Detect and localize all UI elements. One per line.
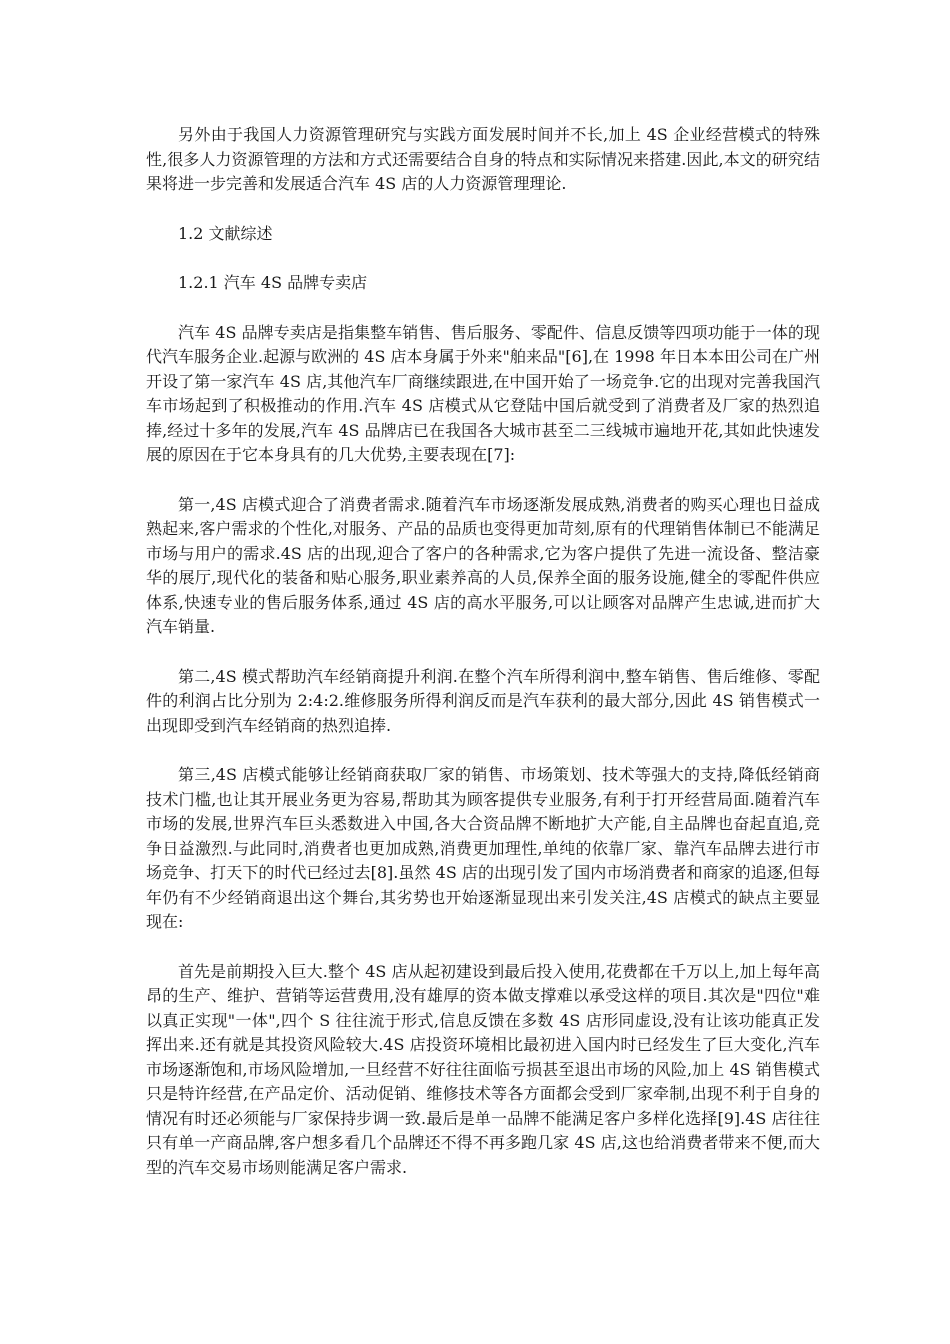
body-paragraph: 第三,4S 店模式能够让经销商获取厂家的销售、市场策划、技术等强大的支持,降低经销商技术门槛,也让其开展业务更为容易,帮助其为顾客提供专业服务,有利于打开经营局面.随着汽车市场的发展,世界汽车巨头悉数进入中国,各大合资品牌不断地扩大产能,自主品牌也奋起直追,竞争日益激烈.与此同时,消费者也更加成熟,消费更加理性,单纯的依靠厂家、靠汽车品牌去进行市场竞争、打天下的时代已经过去[8].虽然 4S 店的出现引发了国内市场消费者和商家的追逐,但每年仍有不少经销商退出这个舞台,其劣势也开始逐渐显现出来引发关注,4S 店模式的缺点主要显现在:: [146, 765, 820, 931]
body-paragraph: 第一,4S 店模式迎合了消费者需求.随着汽车市场逐渐发展成熟,消费者的购买心理也日益成熟起来,客户需求的个性化,对服务、产品的品质也变得更加苛刻,原有的代理销售体制已不能满足市场与用户的需求.4S 店的出现,迎合了客户的各种需求,它为客户提供了先进一流设备、整洁豪华的展厅,现代化的装备和贴心服务,职业素养高的人员,保养全面的服务设施,健全的零配件供应体系,快速专业的售后服务体系,通过 4S 店的高水平服务,可以让顾客对品牌产生忠诚,进而扩大汽车销量.: [146, 494, 820, 636]
body-paragraph: 首先是前期投入巨大.整个 4S 店从起初建设到最后投入使用,花费都在千万以上,加上每年高昂的生产、维护、营销等运营费用,没有雄厚的资本做支撑难以承受这样的项目.其次是"四位"难以真正实现"一体",四个 S 往往流于形式,信息反馈在多数 4S 店形同虚设,没有让该功能真正发挥出来.还有就是其投资风险较大.4S 店投资环境相比最初进入国内时已经发生了巨大变化,汽车市场逐渐饱和,市场风险增加,一旦经营不好往往面临亏损甚至退出市场的风险,加上 4S 销售模式只是特许经营,在产品定价、活动促销、维修技术等各方面都会受到厂家牵制,出现不利于自身的情况有时还必须能与厂家保持步调一致.最后是单一品牌不能满足客户多样化选择[9].4S 店往往只有单一产商品牌,客户想多看几个品牌还不得不再多跑几家 4S 店,这也给消费者带来不便,而大型的汽车交易市场则能满足客户需求.: [146, 961, 820, 1177]
body-paragraph: 汽车 4S 品牌专卖店是指集整车销售、售后服务、零配件、信息反馈等四项功能于一体的现代汽车服务企业.起源与欧洲的 4S 店本身属于外来"舶来品"[6],在 1998 年日本本田公司在广州开设了第一家汽车 4S 店,其他汽车厂商继续跟进,在中国开始了一场竞争.它的出现对完善我国汽车市场起到了积极推动的作用.汽车 4S 店模式从它登陆中国后就受到了消费者及厂家的热烈追捧,经过十多年的发展,汽车 4S 品牌店已在我国各大城市甚至二三线城市遍地开花,其如此快速发展的原因在于它本身具有的几大优势,主要表现在[7]:: [146, 322, 820, 464]
intro-paragraph: 另外由于我国人力资源管理研究与实践方面发展时间并不长,加上 4S 企业经营模式的特殊性,很多人力资源管理的方法和方式还需要结合自身的特点和实际情况来搭建.因此,本文的研究结果将进一步完善和发展适合汽车 4S 店的人力资源管理理论.: [146, 125, 820, 193]
subsection-heading: 1.2.1 汽车 4S 品牌专卖店: [178, 273, 368, 292]
document-body: [146, 123, 820, 1205]
section-heading: 1.2 文献综述: [178, 223, 273, 243]
body-paragraph: 第二,4S 模式帮助汽车经销商提升利润.在整个汽车所得利润中,整车销售、售后维修、零配件的利润占比分别为 2:4:2.维修服务所得利润反而是汽车获利的最大部分,因此 4S 销售模式一出现即受到汽车经销商的热烈追捧.: [146, 666, 820, 735]
